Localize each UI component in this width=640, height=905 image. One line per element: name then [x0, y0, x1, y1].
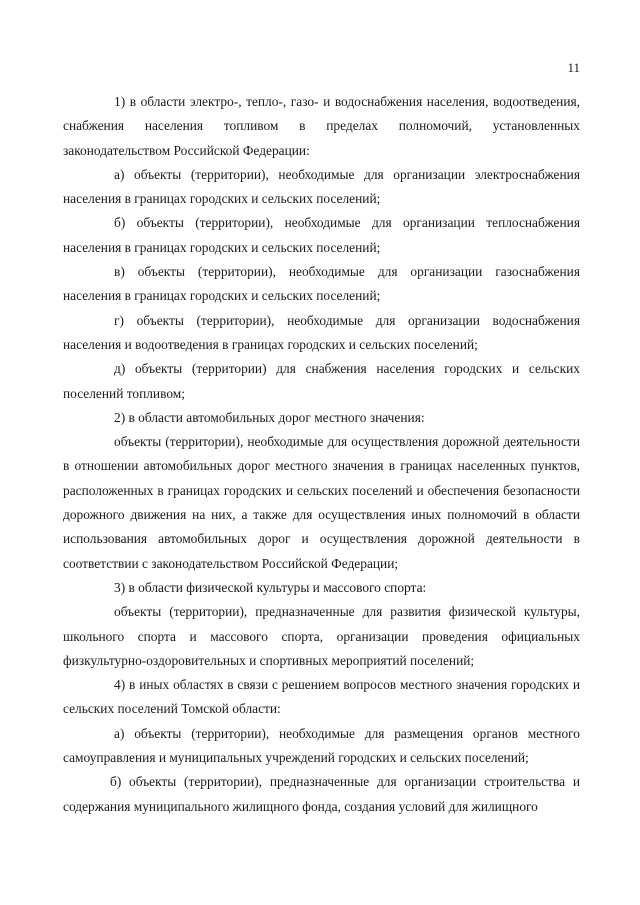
paragraph-3: 3) в области физической культуры и массового спорта: — [114, 579, 427, 595]
paragraph-4b: б) объекты (территории), предназначенные для организации строительства и содержания муниципального жилищного фонда, создания условий для жилищного — [63, 774, 580, 814]
paragraph-2: 2) в области автомобильных дорог местного значения: — [114, 409, 425, 425]
paragraph-1b: б) объекты (территории), необходимые для организации теплоснабжения населения в границах городских и сельских поселений; — [63, 215, 580, 255]
paragraph-4: 4) в иных областях в связи с решением вопросов местного значения городских и сельских поселений Томской области: — [63, 677, 580, 717]
paragraph-2-objects: объекты (территории), необходимые для осуществления дорожной деятельности в отношении автомобильных дорог местного значения в границах населенных пунктов, расположенных в границах городских и сельских поселений и обеспечения безопасности дорожного движения на них, а также для осуществления иных полномочий в области использования автомобильных дорог и осуществления дорожной деятельности в соответствии с законодательством Российской Федерации; — [63, 434, 580, 571]
paragraph-1: 1) в области электро-, тепло-, газо- и водоснабжения населения, водоотведения, снабжения населения топливом в пределах полномочий, установленных законодательством Российской Федерации: — [63, 94, 580, 158]
paragraph-1e: д) объекты (территории) для снабжения населения городских и сельских поселений топливом; — [63, 361, 580, 401]
paragraph-1c: в) объекты (территории), необходимые для организации газоснабжения населения в границах городских и сельских поселений; — [63, 264, 580, 304]
paragraph-1d: г) объекты (территории), необходимые для организации водоснабжения населения и водоотведения в границах городских и сельских поселений; — [63, 312, 580, 352]
page-number: 11 — [567, 60, 580, 75]
paragraph-3-objects: объекты (территории), предназначенные для развития физической культуры, школьного спорта и массового спорта, организации проведения официальных физкультурно-оздоровительных и спортивных мероприятий поселений; — [63, 604, 580, 668]
paragraph-4a: а) объекты (территории), необходимые для размещения органов местного самоуправления и муниципальных учреждений городских и сельских поселений; — [63, 725, 580, 766]
document-body — [63, 90, 580, 819]
paragraph-1a: а) объекты (территории), необходимые для организации электроснабжения населения в границах городских и сельских поселений; — [63, 166, 580, 207]
